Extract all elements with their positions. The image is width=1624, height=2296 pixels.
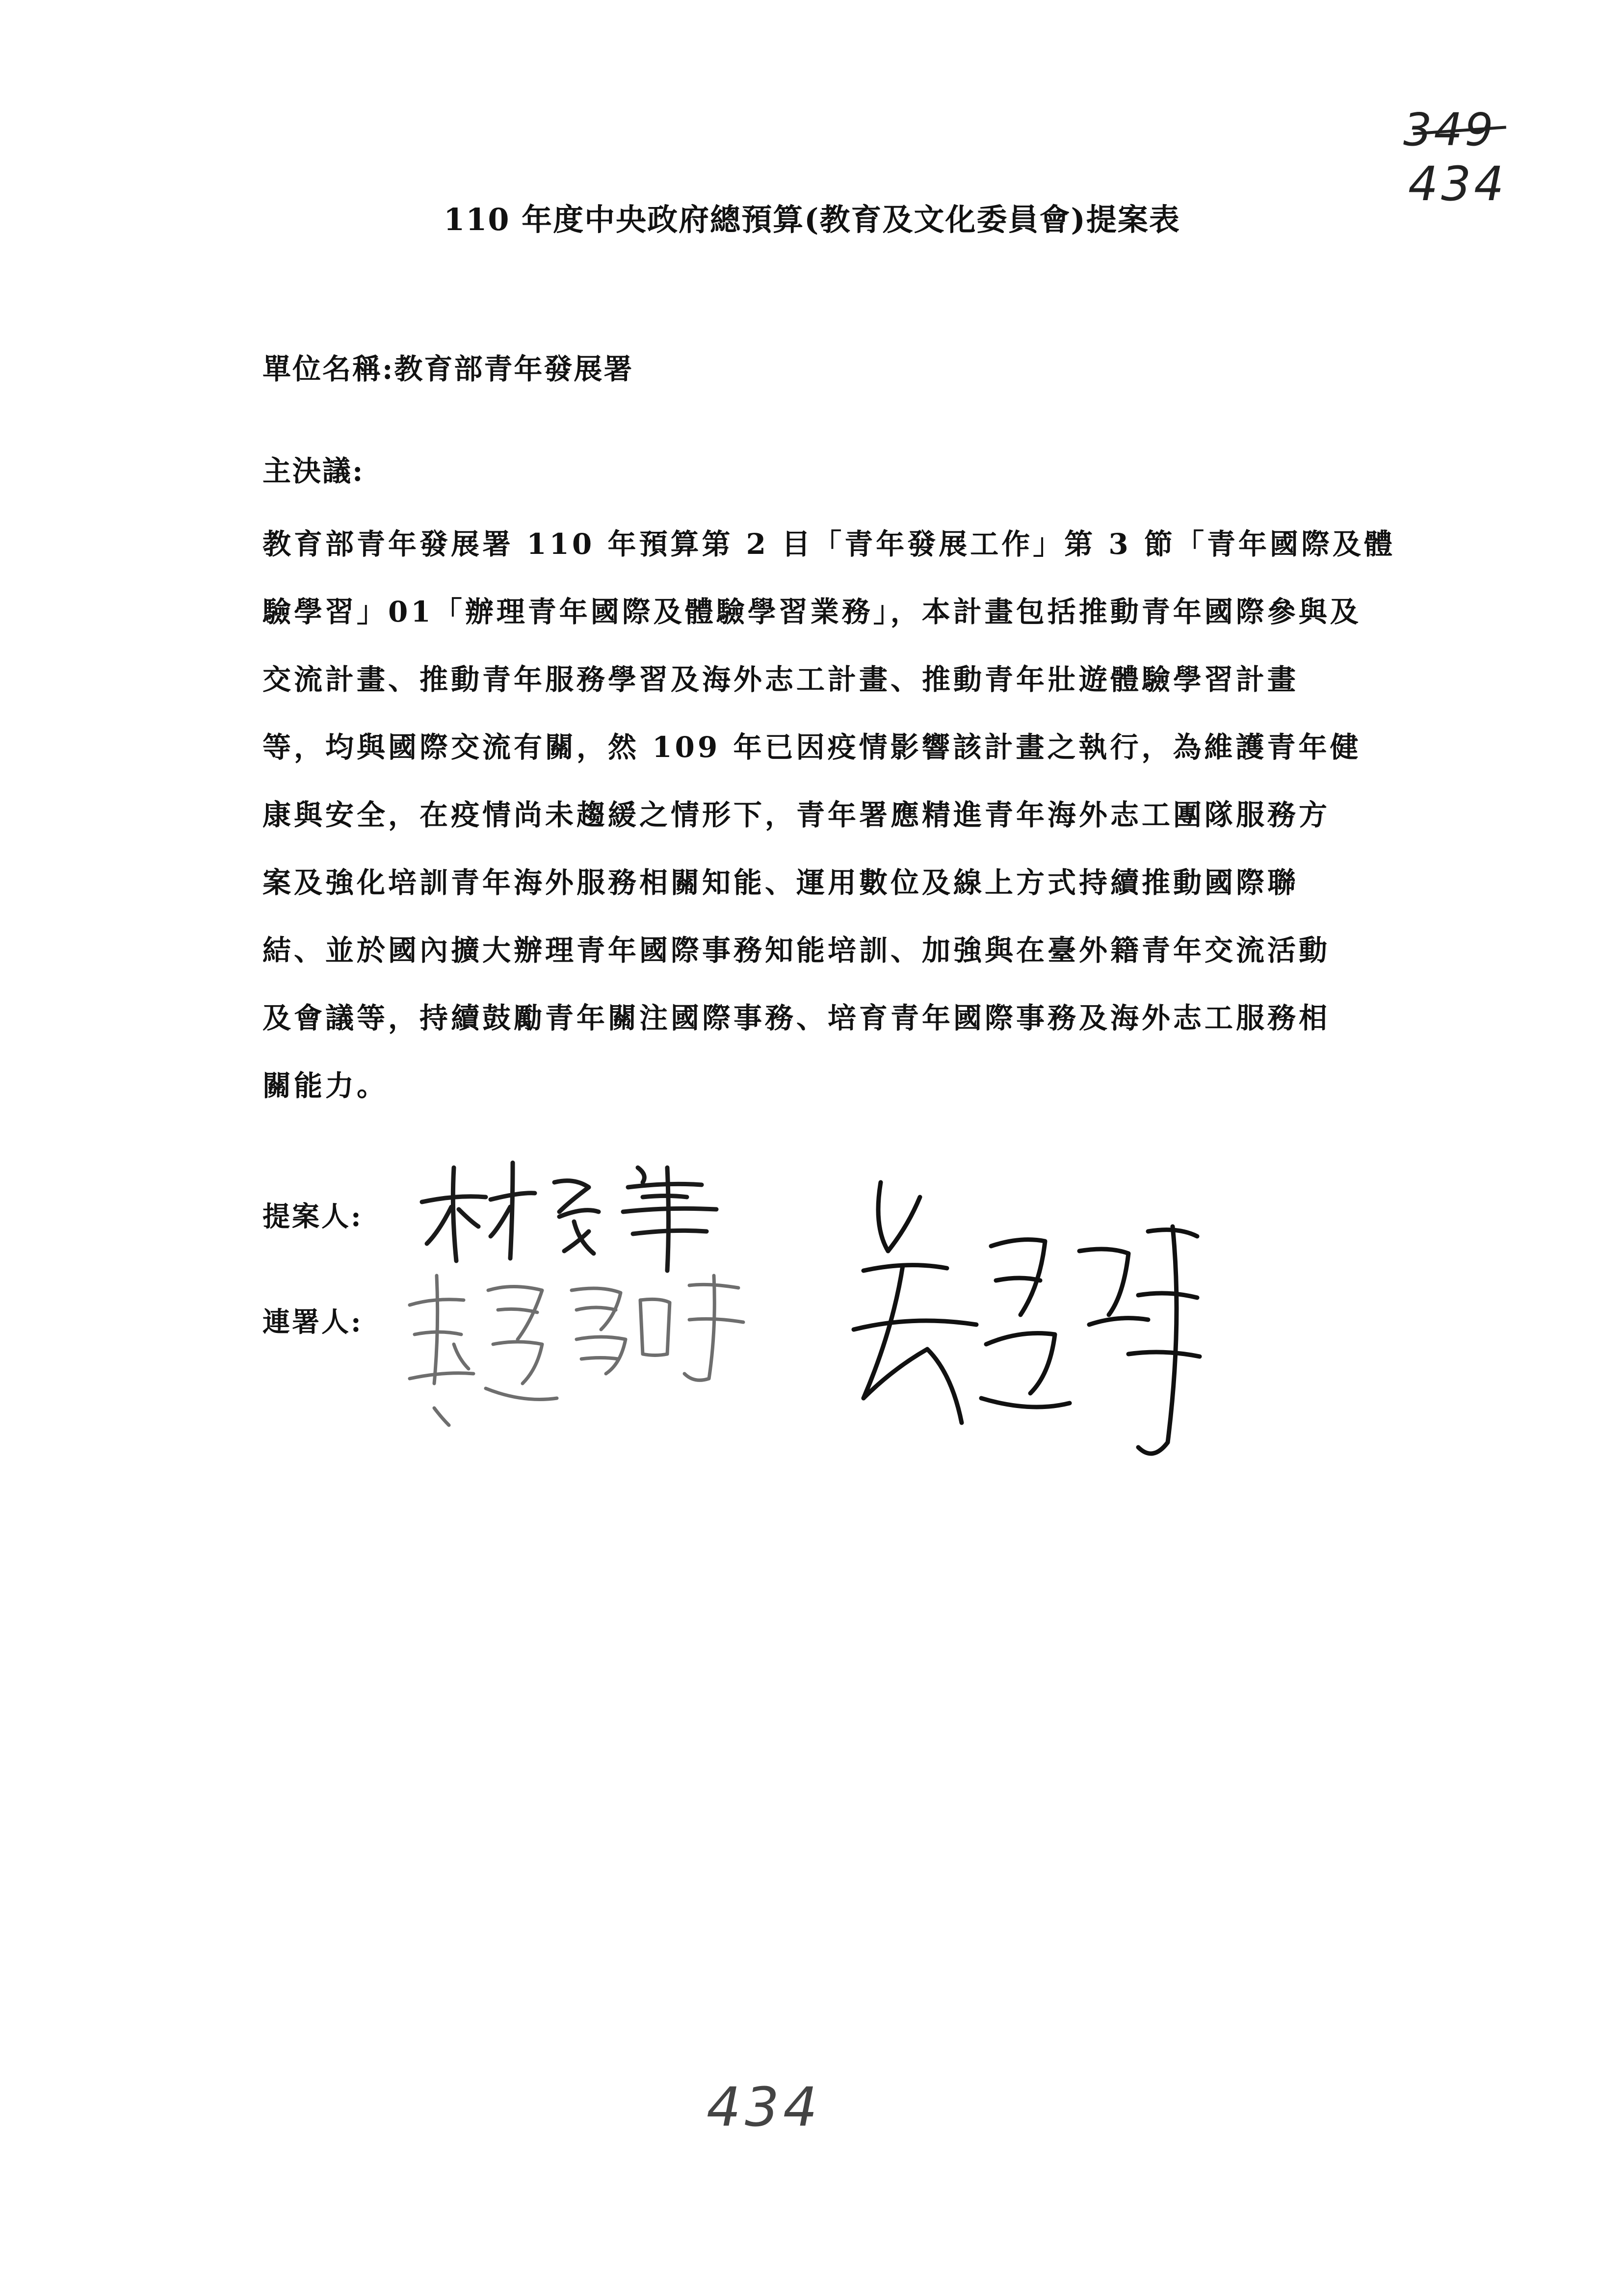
cosigner-signature-1: [395, 1256, 768, 1442]
page-number: 434: [707, 2076, 821, 2139]
resolution-line-5: 康與安全，在疫情尚未趨緩之情形下，青年署應精進青年海外志工團隊服務方: [262, 798, 1331, 832]
proposer-label: 提案人:: [262, 1200, 363, 1233]
unit-name-label: 單位名稱:: [262, 352, 394, 386]
corner-old-number: 349: [1403, 104, 1495, 156]
unit-name-value: 教育部青年發展署: [394, 352, 634, 386]
cosigner-label: 連署人:: [262, 1306, 363, 1338]
resolution-line-2: 驗學習」01「辦理青年國際及體驗學習業務」，本計畫包括推動青年國際參與及: [262, 595, 1362, 628]
resolution-line-6: 案及強化培訓青年海外服務相關知能、運用數位及線上方式持續推動國際聯: [262, 866, 1299, 899]
cosigner-signature-2: [834, 1168, 1207, 1482]
resolution-line-8: 及會議等，持續鼓勵青年關注國際事務、培育青年國際事務及海外志工服務相: [262, 1001, 1331, 1035]
resolution-line-1: 教育部青年發展署 110 年預算第 2 目「青年發展工作」第 3 節「青年國際及體: [262, 527, 1395, 561]
resolution-label: 主決議:: [262, 454, 365, 488]
resolution-line-4: 等，均與國際交流有關，然 109 年已因疫情影響該計畫之執行，為維護青年健: [262, 731, 1362, 764]
resolution-line-9: 關能力。: [262, 1069, 389, 1102]
unit-name-row: [262, 349, 633, 389]
resolution-body: [262, 510, 1401, 1120]
resolution-line-3: 交流計畫、推動青年服務學習及海外志工計畫、推動青年壯遊體驗學習計畫: [262, 663, 1299, 696]
corner-new-number: 434: [1408, 157, 1507, 211]
resolution-line-7: 結、並於國內擴大辦理青年國際事務知能培訓、加強與在臺外籍青年交流活動: [262, 934, 1331, 967]
document-title: 110 年度中央政府總預算(教育及文化委員會)提案表: [444, 202, 1180, 237]
